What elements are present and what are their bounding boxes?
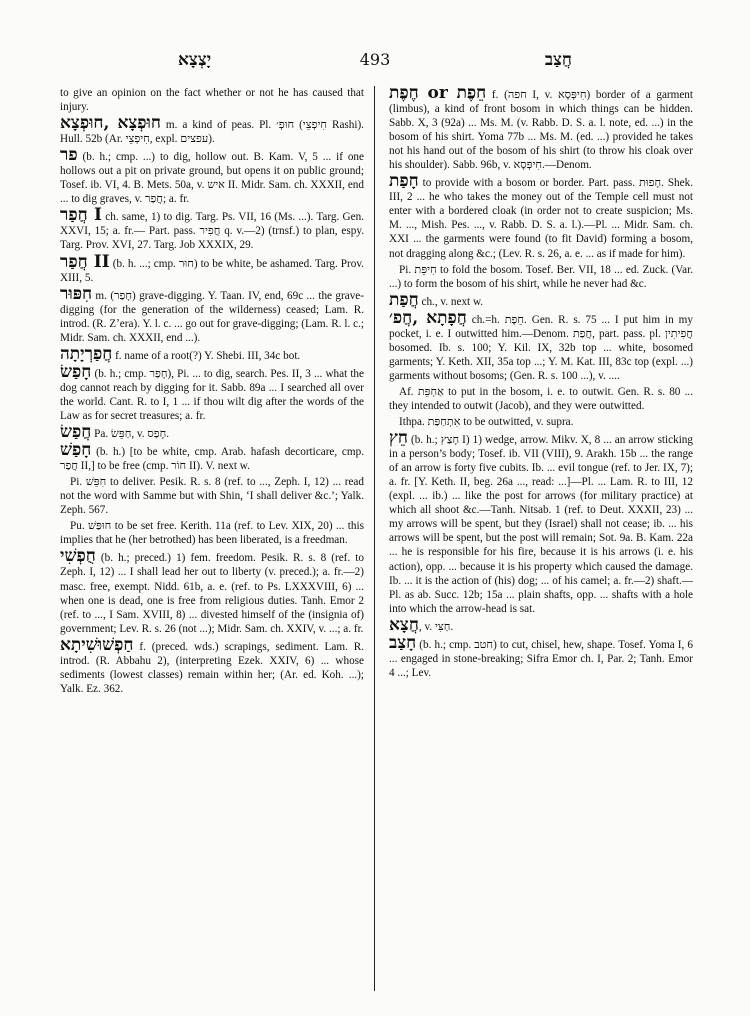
dictionary-entry [389,614,693,635]
dictionary-entry [389,171,694,260]
entry-text: to provide with a bosom or border. Part. pass. חָפוּת. Shek. III, 2 ... he who takes the money out of the Temple cell must not enter with a bordered cloak (in order not to create suspicion; Ms. M. ..., Mish. Pes. ..., v. Rabb. D. S. a. l.).—Pl. ... Midr. Sam. ch. XXI ... the garments were found (to fit David) forming a bosom, not dragging along &c.; (Lev. R. s. 26, a. e. ... as if made for him). [389,177,694,260]
entry-text: (b. h.; preced.) 1) fem. freedom. Pesik. R. s. 8 (ref. to Zeph. I, 12) ... I shall lead her out to liberty (v. preced.); a. fr.—2) masc. free, exempt. Nidd. 61b, a. e. (ref. to Ps. LXXXVIII, 6) ... when one is dead, one is free from religious duties. Tanh. Emor 2 (ref. to ..., I Sam. XVIII, 8) ... divested himself of the (insignia of) government; Lev. R. s. 26 (not ...); Midr. Sam. ch. XXIV, v. ...; a. fr. [60,552,364,635]
running-head-right-word: חֲצַב [544,50,572,70]
entry-text: (b. h.; cmp. חטב) to cut, chisel, hew, shape. Tosef. Yoma I, 6 ... engaged in stone-breaking; Sifra Emor ch. I, Par. 2; Tanh. Emor 4 ...; Lev. [389,638,693,679]
entry-headword: פר [60,145,78,166]
entry-headword: חֲפָתָא ,חֲפ׳ [389,307,467,328]
entry-headword: חֲפַר II [60,251,110,272]
entry-headword: חָצַב [389,632,417,653]
dictionary-entry [389,307,693,383]
dictionary-entry [60,113,364,146]
entry-headword: חֲפַת [389,289,419,310]
dictionary-entry [60,634,364,696]
dictionary-entry [60,283,364,345]
entry-headword: חֲפַשׂ [60,422,92,443]
dictionary-entry [60,422,364,443]
running-head-left-word: יָצְצָא [178,50,212,70]
entry-text: (b. h.; cmp. ...) to dig, hollow out. B. Kam. V, 5 ... if one hollows out a pit on private ground, but opens it on public ground; Tosef. ib. VI, 4. B. Mets. 50a, v. איש II. Midr. Sam. ch. XXXII, end ... to dig graves, v. חֲפַר; a. fr. [60,151,364,206]
entry-text: Af. אַחְפֵּת to put in the bosom, i. e. to outwit. Gen. R. s. 80 ... they intended to outwit (Jacob), and they were outwitted. [389,385,694,412]
dictionary-entry [389,289,693,310]
left-column [60,86,364,698]
entry-text: Ithpa. אִתְחַפַּת to be outwitted, v. supra. [399,416,574,429]
dictionary-entry [60,475,364,517]
right-column [389,83,694,682]
entry-text: Pa. חַפֵּשׂ, v. חָפַס. [91,428,170,441]
entry-headword: חֲפַרְיָתָה [60,343,113,364]
dictionary-entry [389,263,693,291]
entry-headword: חֲפַר I [60,205,103,226]
page-number: 493 [359,50,391,69]
entry-headword: חֲצָא [389,614,419,635]
entry-text: ch., v. next w. [418,295,484,308]
entry-headword: חֻפְשִׁי [60,546,96,567]
dictionary-entry [60,86,364,114]
entry-headword: חֵץ [389,428,408,449]
entry-headword: חַפְשׁוּשִׁיתָא [60,634,134,655]
dictionary-entry [389,83,694,172]
running-head [60,50,690,74]
dictionary-entry [389,385,693,413]
entry-text: , v. חַצִּי. [418,620,454,633]
dictionary-entry [60,205,364,252]
entry-text: (b. h.; חָצַץ I) 1) wedge, arrow. Mikv. X, 8 ... an arrow sticking in a person’s body; Tosef. ib. VII (VIII), 9. Arakh. 15b ... the range of an arrow is forty five cubits. Ib. ... evil tongue (ref. to Jer. IX, 7); a. fr. [Y. Keth. II, beg. 26a ..., read: ...]—Pl. ... Lam. R. to III, 12 (expl. ... ib.) ... like the post for arrows (for military practice) at which all shoot &c.—Tanh. Nitsab. 1 (ref. to Deut. XXXII, 23) ... my arrows will be spent, but they (Israel) shall not cease; ib. ... his arrows will be spent, but the post will remain; Sot. 9a. B. Kam. 22a ... he is responsible for his fire, because it is his arrows (i. e. his action), opp. ... because it is his property which caused the damage. Ib. ... it is the action of (his) dog; ... of his camel; a. fr.—2) shaft.—Pl. as ab. Succ. 12b; 15a ... plain shafts, opp. ... shafts with a hole into which the arrow-head is sat. [389,434,693,615]
entry-text: to give an opinion on the fact whether or not he has caused that injury. [60,87,364,114]
entry-headword: חוּפְצָא ,חוּפְצָא [60,113,161,134]
entry-text: ch. same, 1) to dig. Targ. Ps. VII, 16 (Ms. ...). Targ. Gen. XXVI, 15; a. fr.— Part. pass. חֲפִיר q. v.—2) (trnsf.) to plan, espy. Targ. Prov. XVI, 27. Targ. Job XXXIX, 29. [60,211,364,252]
entry-headword: חָפַשׁ [60,440,92,461]
entry-text: m. a kind of peas. Pl. חוּפְ׳ (חִיפְצֵי Rashi). Hull. 52b (Ar. חִיפְצֵי, expl. עפצים). [60,119,364,146]
entry-headword: חִפּוּר [60,283,93,304]
dictionary-entry [389,632,693,680]
dictionary-entry [60,251,364,285]
entry-headword: חָפַת [389,171,419,192]
entry-text: f. (חפה I, v. חִיפְּסָא) border of a garment (limbus), a kind of front bosom in which things can be hidden. Sabb. X, 3 (92a) ... Ms. M. (v. Rabb. D. S. a. l. note, ed. ...) in the bosom of his shirt. Yoma 77b ... Ms. M. (ed. ...) provided he takes not his hand out of the bosom of his shirt (to throw his cloak over his shoulder). Sabb. 96b, v. חִיפְּסָא.—Denom. [389,89,694,172]
entry-text: Pu. חוּפַּשׁ to be set free. Kerith. 11a (ref. to Lev. XIX, 20) ... this implies that he (her betrothed) has been liberated, is a freedman. [60,520,364,547]
entry-text: (b. h. ...; cmp. חוּר) to be white, be ashamed. Targ. Prov. XIII, 5. [60,257,364,284]
entry-text: (b. h.) [to be white, cmp. Arab. hafash decorticare, cmp. חֲפַר II,] to be free (cmp. חוֹר II). V. next w. [60,446,364,473]
dictionary-entry [60,519,364,547]
entry-text: Pi. חִיפֵּת to fold the bosom. Tosef. Ber. VII, 18 ... ed. Zuck. (Var. ...) to form the bosom of his shirt, while he never had &c. [389,263,693,290]
column-divider [374,86,375,991]
entry-text: ch.=h. חֵפֶת. Gen. R. s. 75 ... I put him in my pocket, i. e. I outwitted him.—Denom. חֲפַת, part. pass. pl. חֲפִיתִין bosomed. Ib. s. 100; Y. Kil. IX, 32b top ... white, bosomed garments; Y. Keth. XII, 35a top ...; Y. M. Kat. III, 83c top (expl. ...) garments without bosoms; (Gen. R. s. 100 ...), v. .... [389,313,693,382]
dictionary-entry [60,343,364,364]
entry-text: f. (preced. wds.) scrapings, sediment. Lam. R. introd. (R. Abbahu 2), (interpreting Ezek. XXIV, 6) ... whose sediments (lowest classes) remain within her; (Ar. ed. Koh. ...); Yalk. Ez. 362. [60,640,364,695]
dictionary-entry [60,145,364,206]
dictionary-entry [60,440,364,473]
dictionary-entry [60,361,364,423]
dictionary-entry [389,428,693,616]
dictionary-entry [389,415,693,429]
entry-headword: חֶפֶת or חֵפֶת [389,83,487,103]
entry-text: Pi. חִפֵּשׁ to deliver. Pesik. R. s. 8 (ref. to ..., Zeph. I, 12) ... read not the word with Samme but with Shin, ‘I shall deliver &c.’; Yalk. Zeph. 567. [60,476,364,517]
entry-text: f. name of a root(?) Y. Shebi. III, 34c bot. [112,349,301,362]
entry-text: m. (חָפַר) grave-digging. Y. Taan. IV, end, 69c ... the grave-digging (for the generation of the wilderness) ceased; Lam. R. introd. (R. Zʼera). Y. l. c. ... go out for grave-digging; (Lam. R. l. c.; Midr. Sam. ch. XXXII, end ...). [60,289,364,344]
entry-text: (b. h.; cmp. חָפַר), Pi. ... to dig, search. Pes. II, 3 ... what the dog cannot reach by digging for it. Sabb. 89a ... I searched all over the world. Cant. R. to I, 1 ... if thou wilt dig after the words of the Law as for secret treasures; a. fr. [60,367,364,422]
dictionary-entry [60,546,364,635]
entry-headword: חָפַשׂ [60,361,92,382]
